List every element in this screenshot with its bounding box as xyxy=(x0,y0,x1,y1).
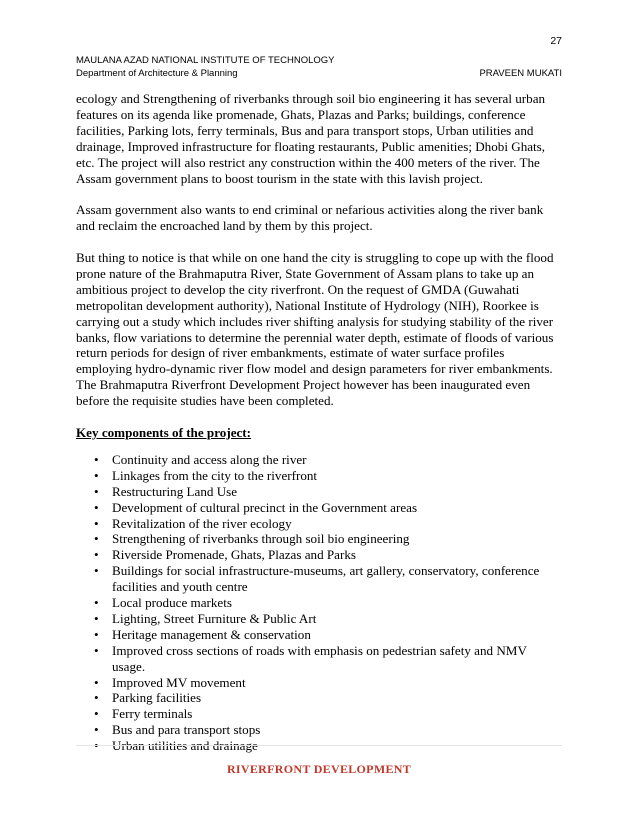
list-item: • Heritage management & conservation xyxy=(76,627,562,643)
page-number: 27 xyxy=(550,35,562,47)
document-body xyxy=(76,91,562,754)
list-item: • Ferry terminals xyxy=(76,706,562,722)
list-item: • Improved cross sections of roads with emphasis on pedestrian safety and NMV usage. xyxy=(76,643,562,675)
page-footer: RIVERFRONT DEVELOPMENT xyxy=(226,762,412,776)
list-item: • Development of cultural precinct in the Government areas xyxy=(76,500,562,516)
header-row xyxy=(76,67,562,80)
section-heading: Key components of the project: xyxy=(76,424,252,440)
header-institution: MAULANA AZAD NATIONAL INSTITUTE OF TECHNOLOGY xyxy=(76,55,335,66)
paragraph-1: ecology and Strengthening of riverbanks through soil bio engineering it has several urban features on its agenda like promenade, Ghats, Plazas and Parks; buildings, conference facilities, Parking lots, ferry terminals, Bus and para transport stops, Urban utilities and drainage, Improved infrastructure for floating restaurants, Public amenities; Dhobi Ghats, etc. The project will also restrict any construction within the 400 meters of the river. The Assam government plans to boost tourism in the state with this lavish project. xyxy=(76,91,546,186)
list-item: • Buildings for social infrastructure-museums, art gallery, conservatory, conference facilities and youth centre xyxy=(76,563,562,595)
paragraph-2: Assam government also wants to end criminal or nefarious activities along the river bank and reclaim the encroached land by them by this project. xyxy=(76,202,544,234)
list-item: • Restructuring Land Use xyxy=(76,484,562,500)
header-author: PRAVEEN MUKATI xyxy=(479,68,562,79)
list-item: • Improved MV movement xyxy=(76,675,562,691)
components-list xyxy=(76,452,562,754)
page-header xyxy=(76,54,562,80)
list-item: • Parking facilities xyxy=(76,690,562,706)
list-item: • Strengthening of riverbanks through soil bio engineering xyxy=(76,531,562,547)
list-item: • Urban utilities and drainage xyxy=(76,738,562,754)
list-item: • Revitalization of the river ecology xyxy=(76,516,562,532)
paragraph-3: But thing to notice is that while on one hand the city is struggling to cope up with the flood prone nature of the Brahmaputra River, State Government of Assam plans to take up an ambitious project to develop the city riverfront. On the request of GMDA (Guwahati metropolitan development authority), National Institute of Hydrology (NIH), Roorkee is carrying out a study which includes river shifting analysis for studying stability of the river banks, flow variations to determine the perennial water depth, estimate of floods of various return periods for design of river embankments, estimate of water surface profiles employing hydro-dynamic river flow model and design parameters for river embankments. The Brahmaputra Riverfront Development Project however has been inaugurated even before the requisite studies have been completed. xyxy=(76,250,554,409)
list-item: • Continuity and access along the river xyxy=(76,452,562,468)
list-item: • Lighting, Street Furniture & Public Art xyxy=(76,611,562,627)
list-item: • Bus and para transport stops xyxy=(76,722,562,738)
list-item: • Local produce markets xyxy=(76,595,562,611)
footer-divider xyxy=(76,745,562,746)
list-item: • Linkages from the city to the riverfront xyxy=(76,468,562,484)
header-department: Department of Architecture & Planning xyxy=(76,68,238,79)
list-item: • Riverside Promenade, Ghats, Plazas and Parks xyxy=(76,547,562,563)
